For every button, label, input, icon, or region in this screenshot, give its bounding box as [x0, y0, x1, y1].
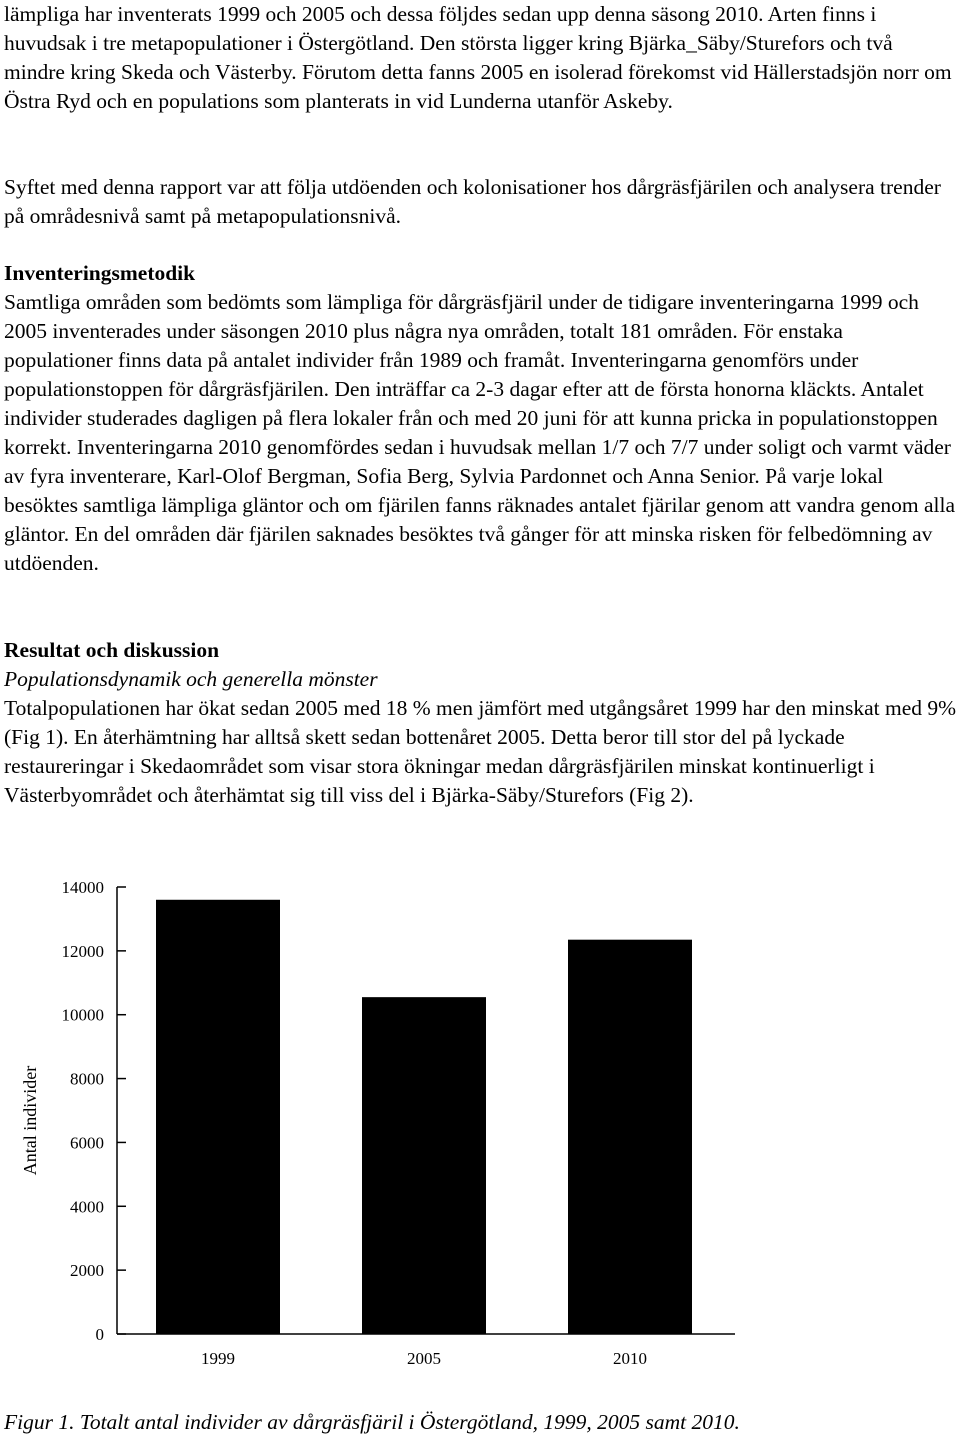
- x-tick-label: 2005: [407, 1349, 441, 1368]
- method-paragraph: Samtliga områden som bedömts som lämpliga för dårgräsfjäril under de tidigare inventeringarna 1999 och 2005 inventerades under säsongen 2010 plus några nya områden, totalt 181 områden. För enstaka populationer finns data på antalet individer från 1989 och framåt. Inventeringarna genomförs under populationstoppen för dårgräsfjärilen. Den inträffar ca 2-3 dagar efter att de första honorna kläckts. Antalet individer studerades dagligen på flera lokaler från och med 20 juni för att kunna pricka in populationstoppen korrekt. Inventeringarna 2010 genomfördes sedan i huvudsak mellan 1/7 och 7/7 under soligt och varmt väder av fyra inventerare, Karl-Olof Bergman, Sofia Berg, Sylvia Pardonnet och Anna Senior. På varje lokal besöktes samtliga lämpliga gläntor och om fjärilen fanns räknades antalet fjärilar genom att vandra genom alla gläntor. En del områden där fjärilen saknades besöktes två gånger för att minska risken för felbedömning av utdöenden.: [4, 290, 956, 575]
- y-axis: [62, 878, 127, 1344]
- y-tick-label: 4000: [70, 1197, 104, 1217]
- method-heading: Inventeringsmetodik: [4, 261, 196, 285]
- y-tick-label: 0: [95, 1325, 104, 1344]
- x-tick-label: 2010: [613, 1349, 647, 1368]
- purpose-paragraph: Syftet med denna rapport var att följa utdöenden och kolonisationer hos dårgräsfjärilen och analysera trender på områdesnivå samt på metapopulationsnivå.: [4, 175, 941, 228]
- bar-chart: [0, 870, 960, 1400]
- y-tick-label: 14000: [61, 878, 104, 897]
- x-tick-label: 1999: [201, 1349, 235, 1368]
- y-axis-label: Antal individer: [20, 1065, 40, 1176]
- y-tick-label: 8000: [70, 1069, 104, 1089]
- y-tick-label: 6000: [70, 1133, 104, 1153]
- results-heading: Resultat och diskussion: [4, 638, 220, 662]
- x-axis: [117, 1334, 735, 1368]
- y-tick-label: 10000: [61, 1005, 104, 1025]
- results-subheading: Populationsdynamik och generella mönster: [4, 667, 378, 691]
- results-paragraph: Totalpopulationen har ökat sedan 2005 med 18 % men jämfört med utgångsåret 1999 har den minskat med 9% (Fig 1). En återhämtning har alltså skett sedan bottenåret 2005. Detta beror till stor del på lyckade restaureringar i Skedaområdet som visar stora ökningar medan dårgräsfjärilen minskat kontinuerligt i Västerbyområdet och återhämtat sig till viss del i Bjärka-Säby/Sturefors (Fig 2).: [4, 696, 957, 807]
- intro-paragraph: lämpliga har inventerats 1999 och 2005 och dessa följdes sedan upp denna säsong 2010. Arten finns i huvudsak i tre metapopulationer i Östergötland. Den största ligger kring Bjärka_Säby/Sturefors och två mindre kring Skeda och Västerby. Förutom detta fanns 2005 en isolerad förekomst vid Hällerstadsjön norr om Östra Ryd och en populations som planterats in vid Lunderna utanför Askeby.: [4, 2, 952, 113]
- bars: [156, 900, 692, 1334]
- bar-1999: [156, 900, 280, 1334]
- bar-2010: [568, 940, 692, 1334]
- y-tick-label: 2000: [70, 1261, 104, 1281]
- bar-2005: [362, 997, 486, 1334]
- y-tick-label: 12000: [61, 941, 104, 961]
- figure-caption: Figur 1. Totalt antal individer av dårgräsfjäril i Östergötland, 1999, 2005 samt 2010.: [4, 1410, 740, 1434]
